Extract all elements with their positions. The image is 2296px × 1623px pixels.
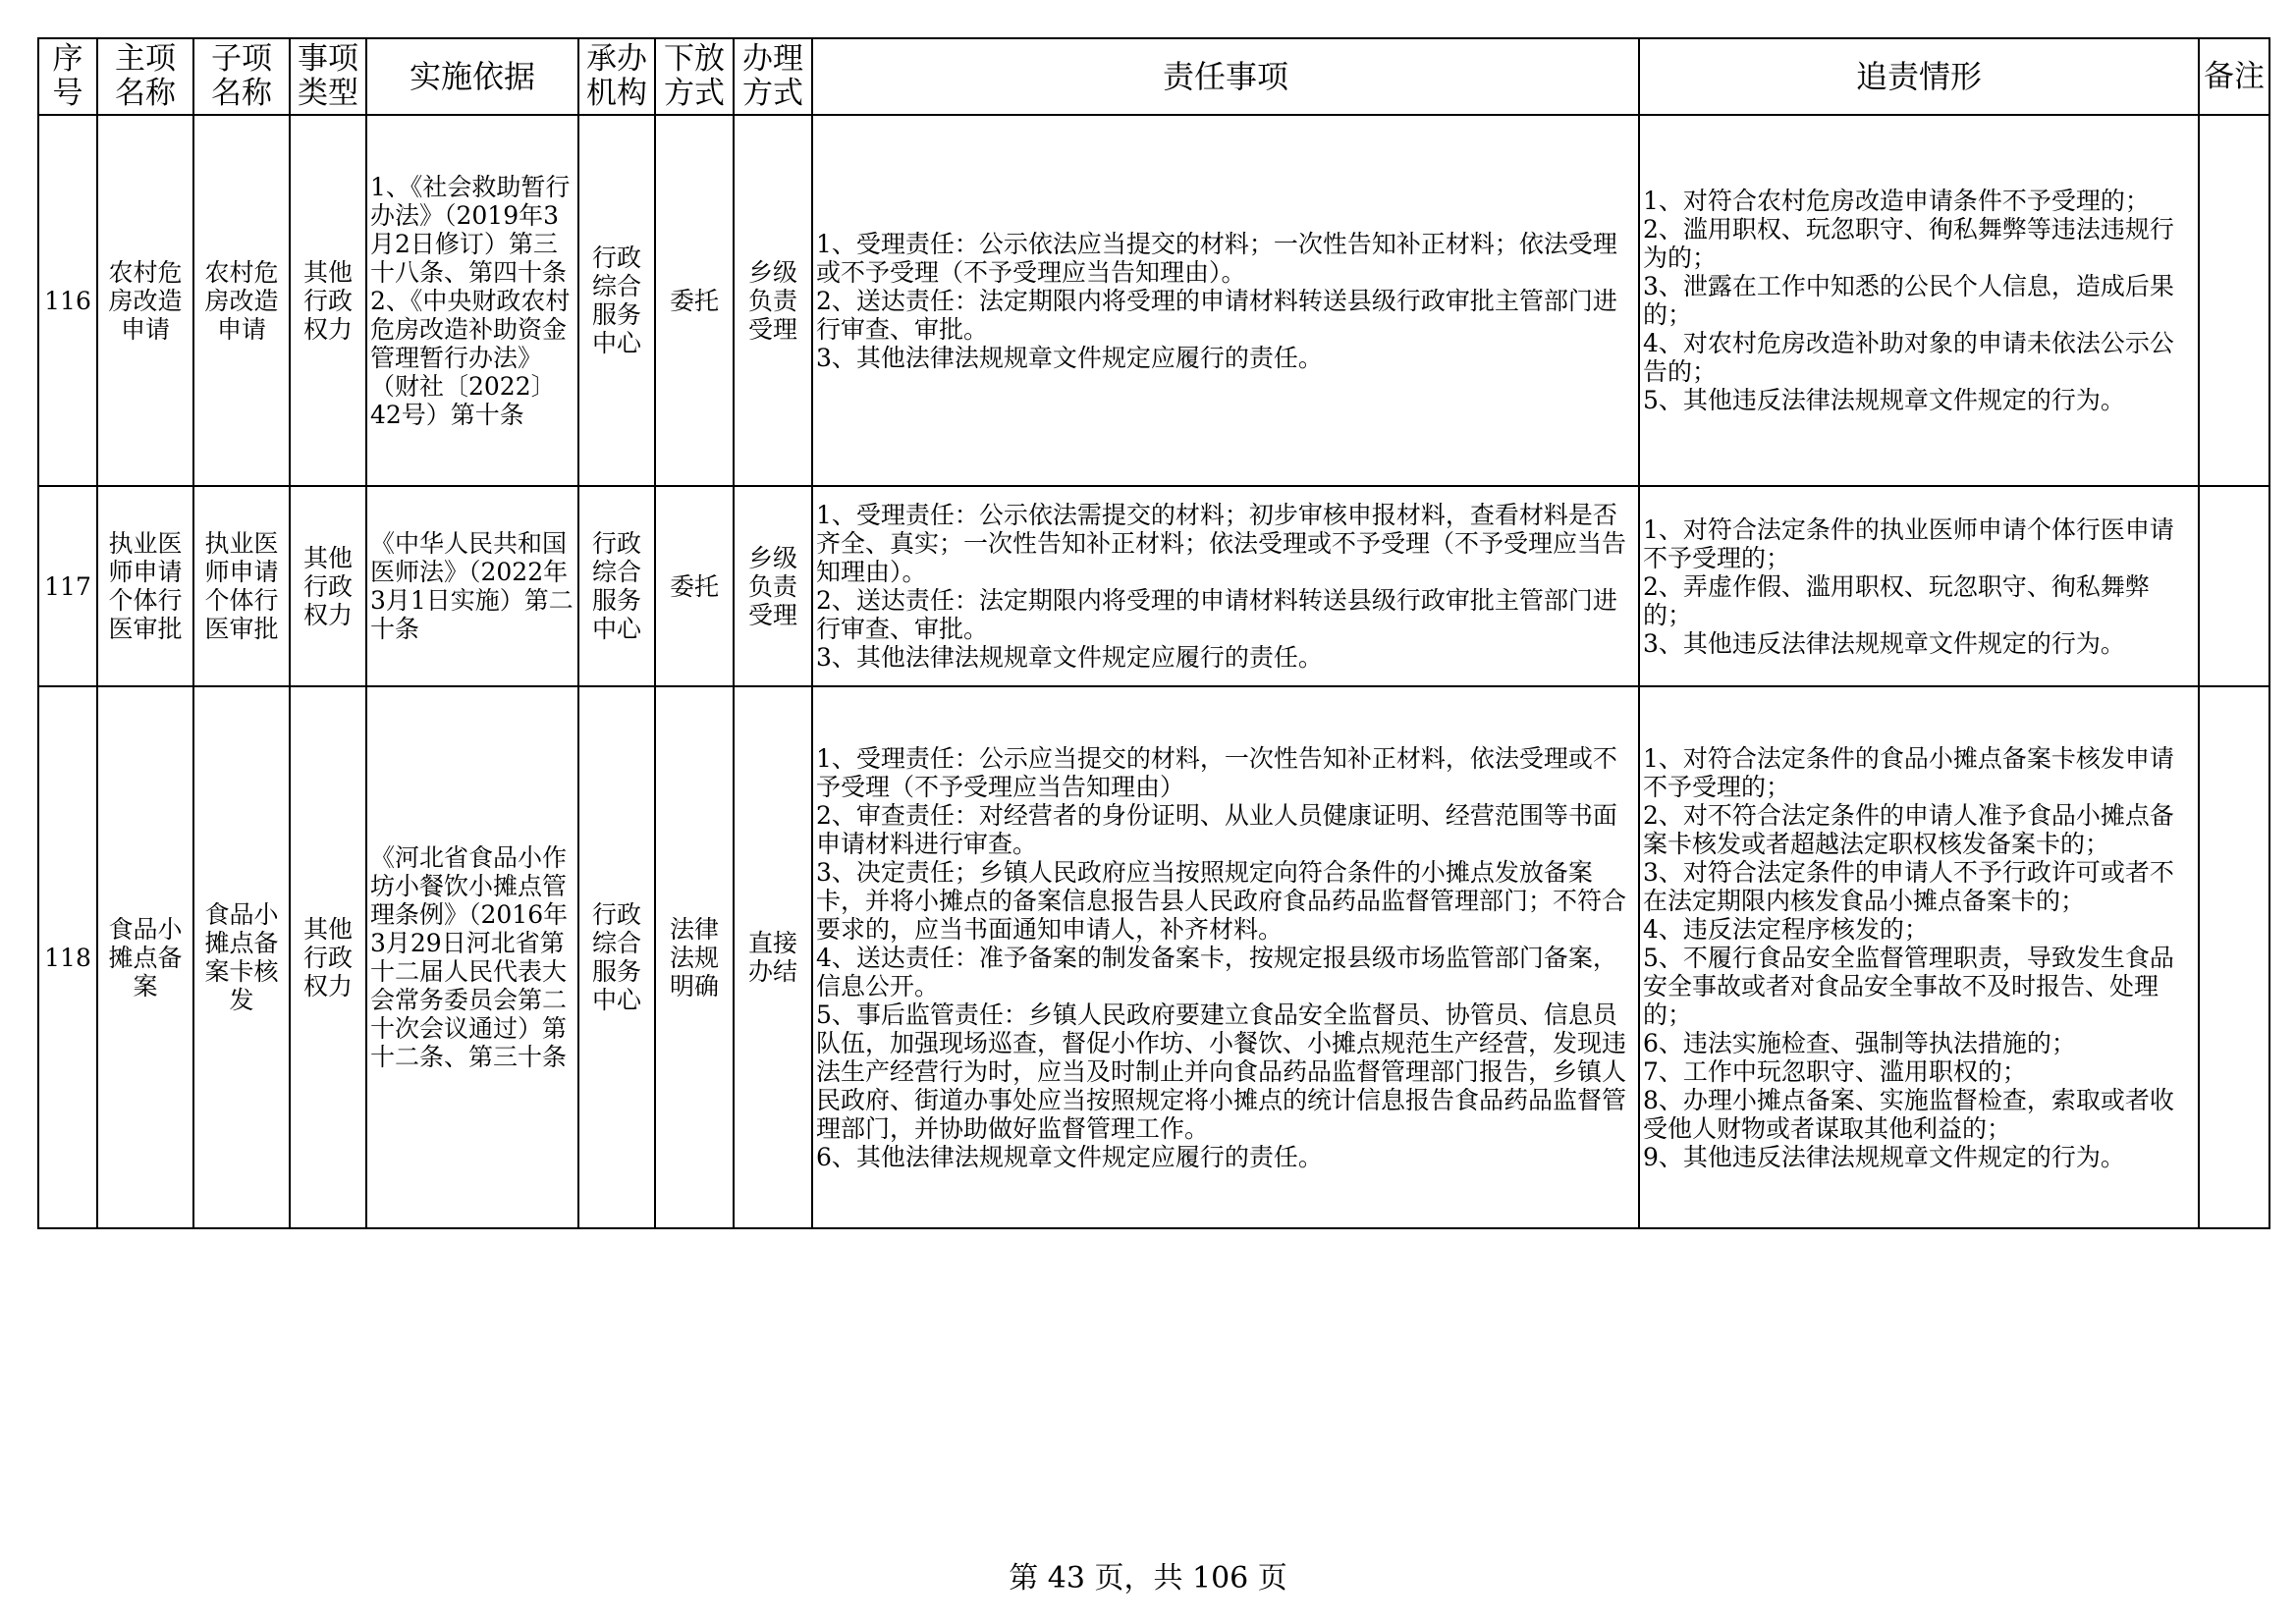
- row-main-name: 农村危房改造申请: [97, 115, 193, 486]
- row-accountability: [1639, 486, 2199, 686]
- row-type: 其他行政权力: [290, 115, 366, 486]
- accountability-item: 6、违法实施检查、强制等执法措施的；: [1643, 1028, 2076, 1057]
- row-remarks: [2199, 486, 2269, 686]
- row-delegation: 委托: [655, 115, 734, 486]
- header-seq: 序号: [38, 38, 97, 115]
- accountability-item: 1、对符合法定条件的执业医师申请个体行医申请不予受理的；: [1643, 514, 2174, 572]
- header-delegation: 下放方式: [655, 38, 734, 115]
- accountability-item: 4、对农村危房改造补助对象的申请未依法公示公告的；: [1643, 329, 2174, 386]
- row-duties: [812, 686, 1639, 1228]
- row-delegation: 委托: [655, 486, 734, 686]
- accountability-item: 3、泄露在工作中知悉的公民个人信息，造成后果的；: [1643, 272, 2174, 329]
- accountability-item: 9、其他违反法律法规规章文件规定的行为。: [1643, 1142, 2125, 1171]
- row-sub-name: 食品小摊点备案卡核发: [193, 686, 290, 1228]
- row-remarks: [2199, 686, 2269, 1228]
- table-row: [38, 686, 2269, 1228]
- accountability-item: 2、弄虚作假、滥用职权、玩忽职守、徇私舞弊的；: [1643, 571, 2150, 629]
- row-sub-name: 农村危房改造申请: [193, 115, 290, 486]
- row-basis: 《中华人民共和国医师法》（2022年3月1日实施）第二十条: [366, 486, 578, 686]
- table-row: [38, 115, 2269, 486]
- accountability-item: 1、对符合法定条件的食品小摊点备案卡核发申请不予受理的；: [1643, 743, 2174, 801]
- duty-item: 3、决定责任；乡镇人民政府应当按照规定向符合条件的小摊点发放备案卡，并将小摊点的备案信息报告县人民政府食品药品监督管理部门；不符合要求的，应当书面通知申请人，补齐材料。: [816, 857, 1627, 944]
- duty-item: 3、其他法律法规规章文件规定应履行的责任。: [816, 343, 1323, 372]
- row-main-name: 食品小摊点备案: [97, 686, 193, 1228]
- accountability-item: 2、对不符合法定条件的申请人准予食品小摊点备案卡核发或者超越法定职权核发备案卡的；: [1643, 800, 2174, 858]
- duty-item: 4、送达责任：准予备案的制发备案卡，按规定报县级市场监管部门备案，信息公开。: [816, 943, 1617, 1001]
- accountability-item: 5、不履行食品安全监督管理职责，导致发生食品安全事故或者对食品安全事故不及时报告、处理的；: [1643, 943, 2174, 1029]
- duty-item: 2、送达责任：法定期限内将受理的申请材料转送县级行政审批主管部门进行审查、审批。: [816, 286, 1617, 344]
- row-seq: 118: [38, 686, 97, 1228]
- row-delegation: 法律法规明确: [655, 686, 734, 1228]
- header-org: 承办机构: [578, 38, 655, 115]
- row-handling: 乡级负责受理: [734, 486, 812, 686]
- row-basis: 1、《社会救助暂行办法》（2019年3月2日修订）第三十八条、第四十条 2、《中央财政农村危房改造补助资金管理暂行办法》（财社〔2022〕42号）第十条: [366, 115, 578, 486]
- row-type: 其他行政权力: [290, 686, 366, 1228]
- row-accountability: [1639, 686, 2199, 1228]
- row-org: 行政综合服务中心: [578, 486, 655, 686]
- accountability-item: 7、工作中玩忽职守、滥用职权的；: [1643, 1056, 2027, 1086]
- header-sub-name: 子项名称: [193, 38, 290, 115]
- accountability-item: 8、办理小摊点备案、实施监督检查，索取或者收受他人财物或者谋取其他利益的；: [1643, 1085, 2174, 1143]
- accountability-item: 1、对符合农村危房改造申请条件不予受理的；: [1643, 187, 2150, 215]
- header-remarks: 备注: [2199, 38, 2269, 115]
- row-sub-name: 执业医师申请个体行医审批: [193, 486, 290, 686]
- duty-item: 1、受理责任：公示依法需提交的材料；初步审核申报材料，查看材料是否齐全、真实；一次性告知补正材料；依法受理或不予受理（不予受理应当告知理由）。: [816, 501, 1627, 586]
- accountability-item: 3、对符合法定条件的申请人不予行政许可或者不在法定期限内核发食品小摊点备案卡的；: [1643, 857, 2174, 915]
- duty-item: 1、受理责任：公示应当提交的材料，一次性告知补正材料，依法受理或不予受理（不予受理应当告知理由）: [816, 743, 1617, 801]
- header-duties: 责任事项: [812, 38, 1639, 115]
- duty-item: 2、送达责任：法定期限内将受理的申请材料转送县级行政审批主管部门进行审查、审批。: [816, 586, 1617, 643]
- header-main-name: 主项名称: [97, 38, 193, 115]
- header-type: 事项类型: [290, 38, 366, 115]
- row-basis: 《河北省食品小作坊小餐饮小摊点管理条例》（2016年3月29日河北省第十二届人民代表大会常务委员会第二十次会议通过）第十二条、第三十条: [366, 686, 578, 1228]
- accountability-item: 5、其他违反法律法规规章文件规定的行为。: [1643, 386, 2125, 414]
- accountability-item: 4、违反法定程序核发的；: [1643, 914, 1929, 944]
- header-basis: 实施依据: [366, 38, 578, 115]
- row-duties: [812, 486, 1639, 686]
- row-remarks: [2199, 115, 2269, 486]
- accountability-item: 3、其他违反法律法规规章文件规定的行为。: [1643, 628, 2125, 658]
- row-main-name: 执业医师申请个体行医审批: [97, 486, 193, 686]
- duty-item: 1、受理责任：公示依法应当提交的材料；一次性告知补正材料；依法受理或不予受理（不予受理应当告知理由）。: [816, 229, 1617, 287]
- responsibility-table: [37, 37, 2270, 1229]
- row-type: 其他行政权力: [290, 486, 366, 686]
- header-accountability: 追责情形: [1639, 38, 2199, 115]
- row-org: 行政综合服务中心: [578, 115, 655, 486]
- row-handling: 乡级负责受理: [734, 115, 812, 486]
- duty-item: 5、事后监管责任：乡镇人民政府要建立食品安全监督员、协管员、信息员队伍，加强现场巡查，督促小作坊、小餐饮、小摊点规范生产经营，发现违法生产经营行为时，应当及时制止并向食品药品监督管理部门报告，乡镇人民政府、街道办事处应当按照规定将小摊点的统计信息报告食品药品监督管理部门，并协助做好监督管理工作。: [816, 1000, 1627, 1143]
- accountability-item: 2、滥用职权、玩忽职守、徇私舞弊等违法违规行为的；: [1643, 215, 2174, 272]
- page-footer: 第 43 页，共 106 页: [1009, 1561, 1287, 1596]
- header-handling: 办理方式: [734, 38, 812, 115]
- row-org: 行政综合服务中心: [578, 686, 655, 1228]
- header-row: [38, 38, 2269, 115]
- table-row: [38, 486, 2269, 686]
- row-accountability: [1639, 115, 2199, 486]
- row-seq: 116: [38, 115, 97, 486]
- row-seq: 117: [38, 486, 97, 686]
- duty-item: 6、其他法律法规规章文件规定应履行的责任。: [816, 1142, 1323, 1171]
- duty-item: 3、其他法律法规规章文件规定应履行的责任。: [816, 643, 1323, 672]
- row-duties: [812, 115, 1639, 486]
- duty-item: 2、审查责任：对经营者的身份证明、从业人员健康证明、经营范围等书面申请材料进行审查。: [816, 800, 1617, 858]
- row-handling: 直接办结: [734, 686, 812, 1228]
